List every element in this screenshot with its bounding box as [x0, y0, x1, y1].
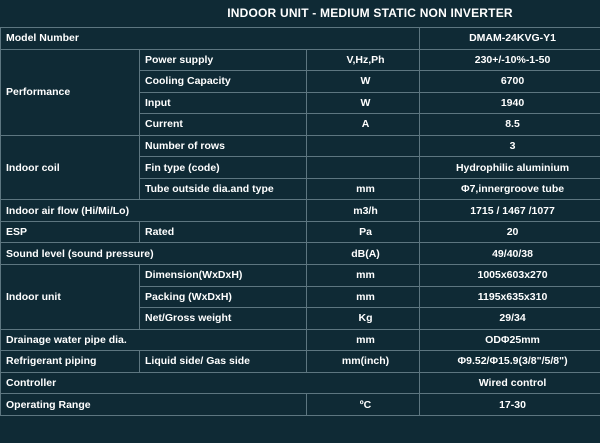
row-label-model: Model Number: [1, 28, 420, 50]
param-label: Number of rows: [140, 135, 307, 157]
param-label: Net/Gross weight: [140, 308, 307, 330]
value-cell: 17-30: [420, 394, 600, 416]
row-label-drainage: Drainage water pipe dia.: [1, 329, 307, 351]
row-label-refrigerant: Refrigerant piping: [1, 351, 140, 373]
value-cell: 6700: [420, 71, 600, 93]
param-label: Dimension(WxDxH): [140, 265, 307, 287]
page-title: INDOOR UNIT - MEDIUM STATIC NON INVERTER: [227, 6, 513, 20]
table-row: [1, 265, 600, 287]
value-cell: 8.5: [420, 114, 600, 136]
value-cell: 49/40/38: [420, 243, 600, 265]
table-row: [1, 28, 600, 50]
unit-cell: mm: [307, 286, 420, 308]
value-cell: ODΦ25mm: [420, 329, 600, 351]
value-cell: 1005x603x270: [420, 265, 600, 287]
table-row: [1, 135, 600, 157]
table-row: [1, 329, 600, 351]
value-cell: Φ9.52/Φ15.9(3/8"/5/8"): [420, 351, 600, 373]
param-label: Fin type (code): [140, 157, 307, 179]
param-label: Packing (WxDxH): [140, 286, 307, 308]
param-label: Cooling Capacity: [140, 71, 307, 93]
value-cell: 29/34: [420, 308, 600, 330]
row-label-controller: Controller: [1, 372, 420, 394]
unit-cell: Kg: [307, 308, 420, 330]
row-label-air-flow: Indoor air flow (Hi/Mi/Lo): [1, 200, 307, 222]
table-row: [1, 221, 600, 243]
table-row: [1, 394, 600, 416]
value-cell: Wired control: [420, 372, 600, 394]
category-indoor-unit: Indoor unit: [1, 265, 140, 330]
value-cell: 1195x635x310: [420, 286, 600, 308]
param-label: Liquid side/ Gas side: [140, 351, 307, 373]
row-label-sound: Sound level (sound pressure): [1, 243, 307, 265]
unit-cell: mm: [307, 329, 420, 351]
unit-cell: V,Hz,Ph: [307, 49, 420, 71]
unit-cell: mm: [307, 265, 420, 287]
value-model: DMAM-24KVG-Y1: [420, 28, 600, 50]
row-label-esp: ESP: [1, 221, 140, 243]
table-row: [1, 372, 600, 394]
unit-cell: dB(A): [307, 243, 420, 265]
value-cell: 230+/-10%-1-50: [420, 49, 600, 71]
category-indoor-coil: Indoor coil: [1, 135, 140, 200]
unit-cell: A: [307, 114, 420, 136]
unit-cell: [307, 135, 420, 157]
param-label: Current: [140, 114, 307, 136]
spec-table: [0, 27, 600, 416]
table-row: [1, 351, 600, 373]
unit-cell: W: [307, 71, 420, 93]
value-cell: Hydrophilic aluminium: [420, 157, 600, 179]
unit-cell: [307, 157, 420, 179]
value-cell: 3: [420, 135, 600, 157]
unit-cell: m3/h: [307, 200, 420, 222]
value-cell: 1715 / 1467 /1077: [420, 200, 600, 222]
value-cell: 20: [420, 221, 600, 243]
table-row: [1, 243, 600, 265]
unit-cell: ºC: [307, 394, 420, 416]
table-row: [1, 200, 600, 222]
param-label: Input: [140, 92, 307, 114]
unit-cell: mm: [307, 178, 420, 200]
value-cell: 1940: [420, 92, 600, 114]
unit-cell: Pa: [307, 221, 420, 243]
param-label: Tube outside dia.and type: [140, 178, 307, 200]
category-performance: Performance: [1, 49, 140, 135]
value-cell: Φ7,innergroove tube: [420, 178, 600, 200]
unit-cell: mm(inch): [307, 351, 420, 373]
param-label: Rated: [140, 221, 307, 243]
param-label: Power supply: [140, 49, 307, 71]
table-row: [1, 49, 600, 71]
row-label-operating-range: Operating Range: [1, 394, 307, 416]
unit-cell: W: [307, 92, 420, 114]
